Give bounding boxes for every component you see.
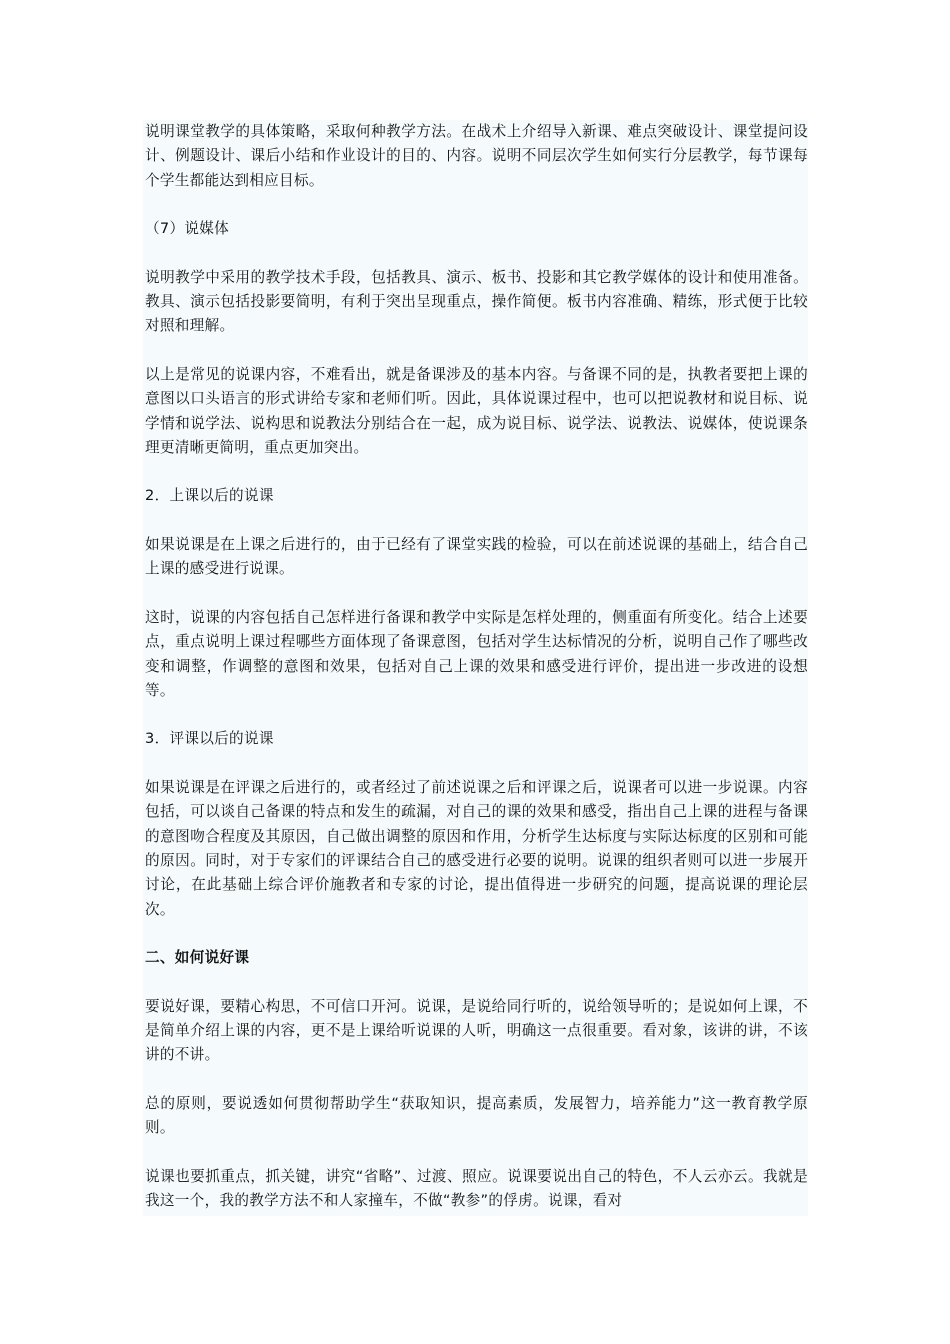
paragraph-teaching-strategy: 说明课堂教学的具体策略，采取何种教学方法。在战术上介绍导入新课、难点突破设计、课堂提问设计、例题设计、课后小结和作业设计的目的、内容。说明不同层次学生如何实行分层教学，每节课每个学生都能达到相应目标。 bbox=[145, 123, 808, 189]
paragraph-after-class-2: 这时，说课的内容包括自己怎样进行备课和教学中实际是怎样处理的，侧重面有所变化。结合上述要点，重点说明上课过程哪些方面体现了备课意图，包括对学生达标情况的分析，说明自己作了哪些改变和调整，作调整的意图和效果，包括对自己上课的效果和感受进行评价，提出进一步改进的设想等。 bbox=[145, 608, 808, 699]
section-heading-how-to: 二、如何说好课 bbox=[145, 949, 250, 967]
paragraph-how-to-2: 总的原则，要说透如何贯彻帮助学生“获取知识，提高素质，发展智力，培养能力”这一教育教学原则。 bbox=[145, 1094, 808, 1137]
subheading-after-review: 3．评课以后的说课 bbox=[145, 730, 274, 748]
paragraph-how-to-3: 说课也要抓重点，抓关键，讲究“省略”、过渡、照应。说课要说出自己的特色，不人云亦云。我就是我这一个，我的教学方法不和人家撞车，不做“教参”的俘虏。说课，看对 bbox=[145, 1167, 808, 1209]
paragraph-after-review: 如果说课是在评课之后进行的，或者经过了前述说课之后和评课之后，说课者可以进一步说课。内容包括，可以谈自己备课的特点和发生的疏漏，对自己的课的效果和感受，指出自己上课的进程与备课的意图吻合程度及其原因，自己做出调整的原因和作用，分析学生达标度与实际达标度的区别和可能的原因。同时，对于专家们的评课结合自己的感受进行必要的说明。说课的组织者则可以进一步展开讨论，在此基础上综合评价施教者和专家的讨论，提出值得进一步研究的问题，提高说课的理论层次。 bbox=[145, 778, 808, 918]
paragraph-summary: 以上是常见的说课内容，不难看出，就是备课涉及的基本内容。与备课不同的是，执教者要把上课的意图以口头语言的形式讲给专家和老师们听。因此，具体说课过程中，也可以把说教材和说目标、说学情和说学法、说构思和说教法分别结合在一起，成为说目标、说学法、说教法、说媒体，使说课条理更清晰更简明，重点更加突出。 bbox=[145, 365, 808, 457]
paragraph-how-to-1: 要说好课，要精心构思，不可信口开河。说课，是说给同行听的，说给领导听的；是说如何上课，不是简单介绍上课的内容，更不是上课给听说课的人听，明确这一点很重要。看对象，该讲的讲，不该讲的不讲。 bbox=[145, 997, 808, 1064]
paragraph-after-class-1: 如果说课是在上课之后进行的，由于已经有了课堂实践的检验，可以在前述说课的基础上，结合自己上课的感受进行说课。 bbox=[145, 535, 808, 578]
subheading-after-class: 2．上课以后的说课 bbox=[145, 487, 274, 505]
subheading-media: （7）说媒体 bbox=[145, 220, 230, 238]
document-body bbox=[143, 120, 808, 1216]
paragraph-media: 说明教学中采用的教学技术手段，包括教具、演示、板书、投影和其它教学媒体的设计和使用准备。教具、演示包括投影要简明，有利于突出呈现重点，操作简便。板书内容准确、精练，形式便于比较对照和理解。 bbox=[145, 268, 808, 335]
